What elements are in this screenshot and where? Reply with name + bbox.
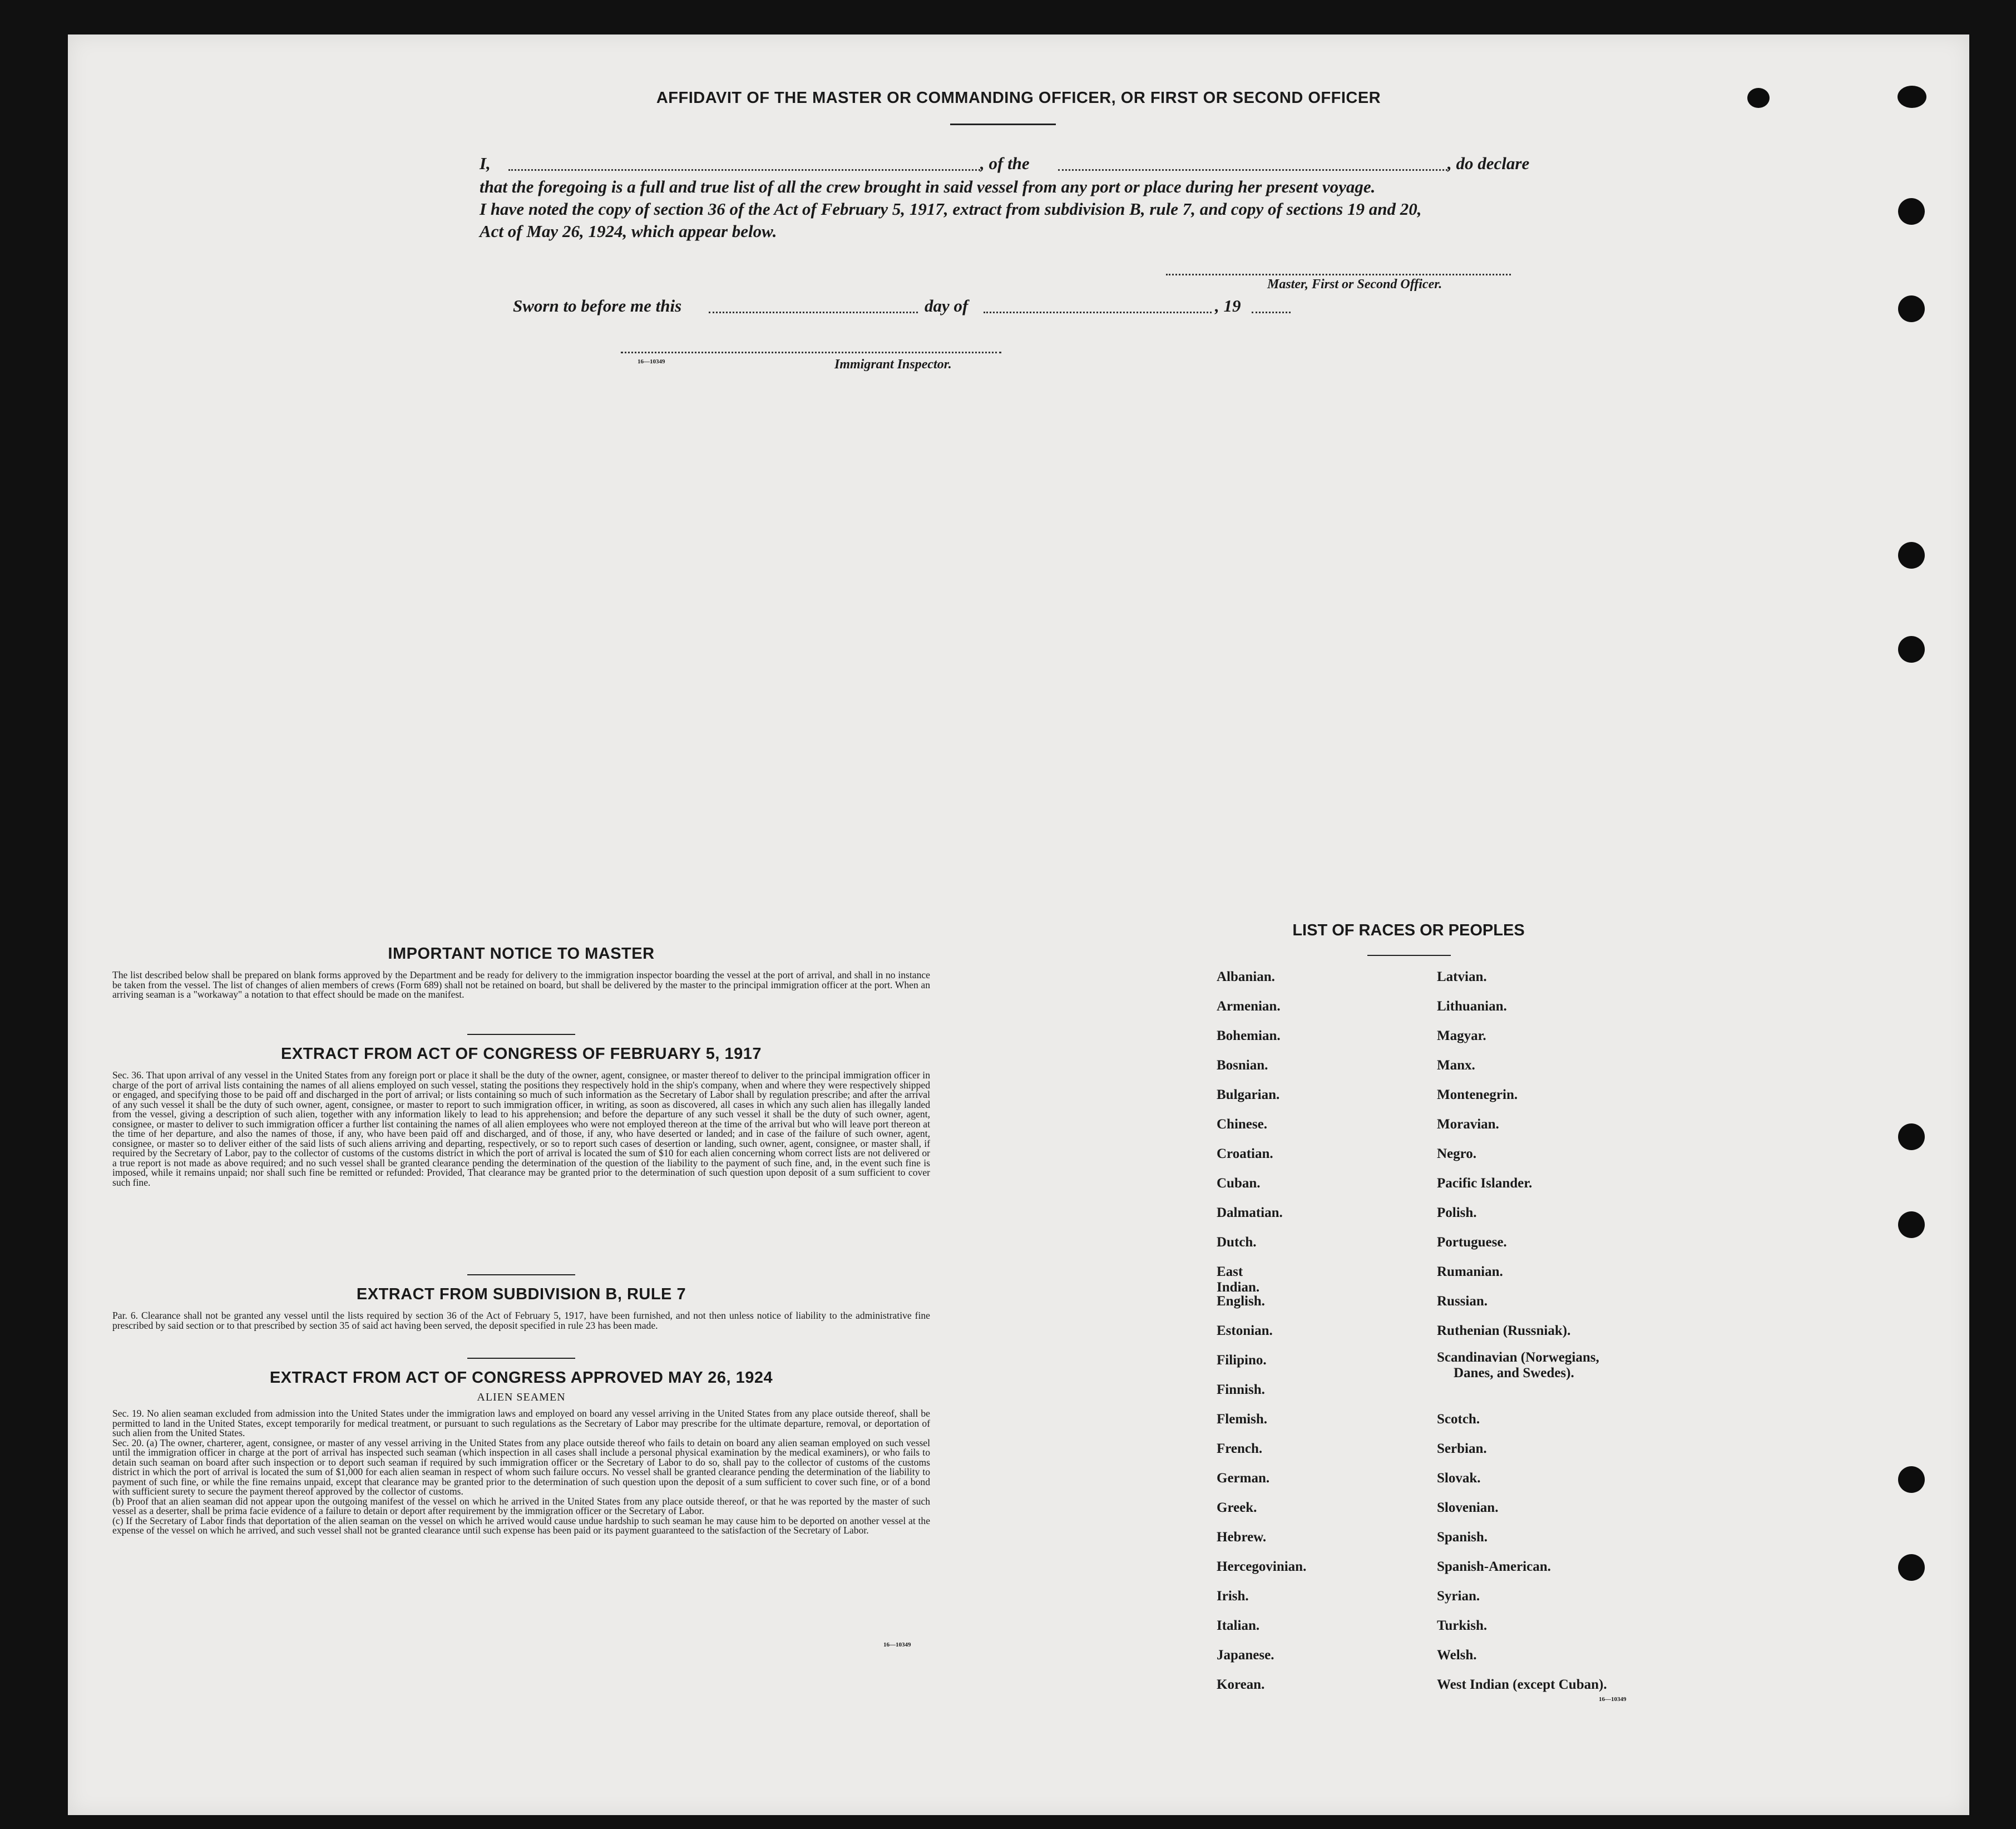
punch-hole	[1898, 1123, 1925, 1150]
extract-1917-text: Sec. 36. That upon arrival of any vessel in the United States from any foreign port or place it shall be the duty of the owner, agent, consignee, or master thereof to deliver to the principal immigration officer in charge of the port of arrival lists containing the names of all aliens employed on such vessel, stating the positions they respectively hold in the ship's company, when and where they were respectively shipped or engaged, and specifying those to be paid off and discharged in the port of arrival; or lists containing so much of such information as the Secretary of Labor shall by regulation prescribe; and after the arrival of any such vessel it shall be the duty of such owner, agent, consignee, or master to report to such immigration officer, in writing, as soon as discovered, all cases in which any such alien has illegally landed from the vessel, giving a description of such alien, together with any information likely to lead to his apprehension; and before the departure of any such vessel it shall be the duty of such owner, agent, consignee, or master to deliver to such immigration officer a further list containing the names of all alien employees who were not employed thereon at the time of the arrival but who will leave port thereon at the time of her departure, and also the names of those, if any, who have been paid off and discharged, and of those, if any, who have deserted or landed; and in case of the failure of such owner, agent, consignee, or master so to deliver either of the said lists of such aliens arriving and departing, respectively, or so to report such cases of desertion or landing, such owner, agent, consignee, or master shall, if required by the Secretary of Labor, pay to the collector of customs of the customs district in which the port of arrival is located the sum of $10 for each alien concerning whom correct lists are not delivered or a true report is not made as above required; and no such vessel shall be granted clearance pending the determination of the question of the liability to the payment of such fine, and, in the event such fine is imposed, while it remains unpaid; nor shall such fine be remitted or refunded: Provided, That clearance may be granted prior to the determination of such question upon deposit of a sum sufficient to cover such fine.	[112, 1069, 930, 1188]
race-item: Croatian.	[1217, 1146, 1273, 1161]
races-heading: LIST OF RACES OR PEOPLES	[1292, 921, 1525, 939]
race-item: Finnish.	[1217, 1382, 1265, 1397]
race-item: Bohemian.	[1217, 1028, 1281, 1043]
race-item: Chinese.	[1217, 1117, 1267, 1132]
form-number-bottom-left: 16—10349	[883, 1641, 911, 1648]
alien-seamen-subheading: ALIEN SEAMEN	[477, 1391, 566, 1403]
divider	[467, 1034, 575, 1035]
affidavit-line1	[480, 154, 1592, 176]
race-item: Armenian.	[1217, 999, 1281, 1014]
day-of-label: day of	[925, 296, 969, 315]
race-item: Scandinavian (Norwegians,	[1437, 1350, 1599, 1365]
title-underline	[950, 124, 1056, 125]
race-item: Japanese.	[1217, 1648, 1274, 1663]
race-item: Albanian.	[1217, 969, 1275, 984]
sworn-month-field[interactable]	[984, 312, 1212, 313]
document-page	[68, 34, 1969, 1815]
race-item: Welsh.	[1437, 1648, 1477, 1663]
race-item: Flemish.	[1217, 1412, 1267, 1427]
punch-hole	[1898, 636, 1925, 663]
race-item: English.	[1217, 1294, 1265, 1309]
sec20a-paragraph: Sec. 20. (a) The owner, charterer, agent, consignee, or master of any vessel arriving in the United States from any place outside thereof who fails to detain on board any alien seaman employed on such vessel until the immigration officer in charge at the port of arrival has inspected such seaman (which inspection in all cases shall include a personal physical examination by the medical examiners), or who fails to detain such seaman on board after such inspection or to deport such seaman if required by such immigration officer or the Secretary of Labor to do so, shall pay to the collector of customs of the customs district in which the port of arrival is located the sum of $1,000 for each alien seaman in respect of whom such failure occurs. No vessel shall be granted clearance pending the determination of the liability to payment of such fine, or while the fine remains unpaid, except that clearance may be granted prior to the determination of such question upon the deposit of a sum sufficient to cover such fine, or of a bond with sufficient surety to secure the payment thereof approved by the collector of customs.	[112, 1437, 930, 1497]
affidavit-line3: I have noted the copy of section 36 of the Act of February 5, 1917, extract from subdivision B, rule 7, and copy of sections 19 and 20,	[480, 199, 1422, 219]
form-number-top: 16—10349	[638, 358, 665, 365]
punch-hole	[1898, 295, 1925, 322]
race-item: Estonian.	[1217, 1323, 1273, 1338]
race-item: Portuguese.	[1437, 1235, 1507, 1250]
race-item: Slovak.	[1437, 1471, 1481, 1486]
declarant-prefix: I,	[480, 154, 491, 173]
race-item: Bulgarian.	[1217, 1087, 1280, 1102]
race-item: Danes, and Swedes).	[1454, 1365, 1574, 1381]
race-item: Syrian.	[1437, 1589, 1480, 1604]
divider	[467, 1274, 575, 1275]
race-item: Serbian.	[1437, 1441, 1487, 1456]
race-item: Hercegovinian.	[1217, 1559, 1307, 1574]
race-item: Spanish.	[1437, 1530, 1488, 1545]
race-item: Latvian.	[1437, 969, 1487, 984]
race-item: Dalmatian.	[1217, 1205, 1283, 1220]
inspector-signature-line[interactable]	[621, 352, 1001, 353]
race-item: East Indian.	[1217, 1264, 1260, 1295]
sworn-day-field[interactable]	[709, 312, 918, 313]
race-item: Turkish.	[1437, 1618, 1488, 1633]
affidavit-line2: that the foregoing is a full and true list of all the crew brought in said vessel from any port or place during her present voyage.	[480, 177, 1376, 196]
extract-1924-heading: EXTRACT FROM ACT OF CONGRESS APPROVED MAY 26, 1924	[269, 1369, 773, 1387]
sec20b-paragraph: (b) Proof that an alien seaman did not appear upon the outgoing manifest of the vessel on which he arrived in the United States from any place outside thereof, or that he was reported by the master of such vessel as a deserter, shall be prima facie evidence of a failure to detain or deport after requirement by the immigration officer or the Secretary of Labor.	[112, 1495, 930, 1516]
race-item: Polish.	[1437, 1205, 1477, 1220]
affidavit-line4: Act of May 26, 1924, which appear below.	[480, 221, 777, 241]
race-item: Italian.	[1217, 1618, 1260, 1633]
declarant-name-field[interactable]	[508, 169, 980, 171]
notice-heading: IMPORTANT NOTICE TO MASTER	[388, 945, 655, 963]
race-item: Pacific Islander.	[1437, 1176, 1533, 1191]
race-item: Russian.	[1437, 1294, 1488, 1309]
punch-hole	[1898, 542, 1925, 569]
race-item: Slovenian.	[1437, 1500, 1499, 1515]
race-item: Manx.	[1437, 1058, 1475, 1073]
race-item: German.	[1217, 1471, 1270, 1486]
vessel-name-field[interactable]	[1058, 169, 1447, 171]
race-item: Greek.	[1217, 1500, 1257, 1515]
divider	[467, 1358, 575, 1359]
race-item: Hebrew.	[1217, 1530, 1267, 1545]
rule7-heading: EXTRACT FROM SUBDIVISION B, RULE 7	[356, 1285, 686, 1303]
punch-hole	[1898, 1211, 1925, 1238]
race-item: Spanish-American.	[1437, 1559, 1551, 1574]
master-signature-label: Master, First or Second Officer.	[1267, 277, 1442, 292]
sworn-year-label: , 19	[1215, 296, 1241, 315]
do-declare-label: , do declare	[1447, 154, 1530, 173]
race-item: Rumanian.	[1437, 1264, 1503, 1279]
race-item: French.	[1217, 1441, 1263, 1456]
extract-1917-heading: EXTRACT FROM ACT OF CONGRESS OF FEBRUARY 5, 1917	[280, 1045, 762, 1063]
sworn-line	[513, 296, 1358, 318]
affidavit-title: AFFIDAVIT OF THE MASTER OR COMMANDING OFFICER, OR FIRST OR SECOND OFFICER	[656, 89, 1381, 107]
sec19-paragraph: Sec. 19. No alien seaman excluded from admission into the United States under the immigration laws and employed on board any vessel arriving in the United States from any place outside thereof, shall be permitted to land in the United States, except temporarily for medical treatment, or pursuant to such regulations as the Secretary of Labor may prescribe for the ultimate departure, removal, or deportation of such alien from the United States.	[112, 1408, 930, 1438]
sec20c-paragraph: (c) If the Secretary of Labor finds that deportation of the alien seaman on the vessel on which he arrived would cause undue hardship to such seaman he may cause him to be deported on another vessel at the expense of the vessel on which he arrived, and such vessel shall not be granted clearance until such expense has been paid or its payment guaranteed to the satisfaction of the Secretary of Labor.	[112, 1515, 930, 1536]
race-item: West Indian (except Cuban).	[1437, 1677, 1607, 1692]
race-item: Irish.	[1217, 1589, 1249, 1604]
race-item: Lithuanian.	[1437, 999, 1507, 1014]
punch-hole	[1898, 1466, 1925, 1493]
inspector-label: Immigrant Inspector.	[834, 357, 952, 372]
punch-hole	[1898, 198, 1925, 225]
form-number-bottom-right: 16—10349	[1599, 1696, 1627, 1703]
sec19-text	[112, 1409, 930, 1536]
sworn-prefix: Sworn to before me this	[513, 296, 682, 315]
race-item: Magyar.	[1437, 1028, 1486, 1043]
punch-hole	[1898, 1554, 1925, 1581]
race-item: Scotch.	[1437, 1412, 1480, 1427]
race-item: Bosnian.	[1217, 1058, 1268, 1073]
race-item: Dutch.	[1217, 1235, 1257, 1250]
race-item: Korean.	[1217, 1677, 1265, 1692]
sworn-year-field[interactable]	[1252, 312, 1291, 313]
race-item: Negro.	[1437, 1146, 1477, 1161]
race-item: Moravian.	[1437, 1117, 1499, 1132]
rule7-text: Par. 6. Clearance shall not be granted any vessel until the lists required by section 36 of the Act of February 5, 1917, have been furnished, and not then unless notice of liability to the administrative fine prescribed by said section or to that prescribed by section 35 of said act having been served, the deposit specified in rule 23 has been made.	[112, 1310, 930, 1331]
race-item: Montenegrin.	[1437, 1087, 1518, 1102]
notice-text: The list described below shall be prepared on blank forms approved by the Department and be ready for delivery to the immigration inspector boarding the vessel at the port of arrival, and shall in no instance be taken from the vessel. The list of changes of alien members of crews (Form 689) shall not be retained on board, but shall be delivered by the master to the principal immigration officer at the port. When an arriving seaman is a "workaway" a notation to that effect should be made on the manifest.	[112, 969, 930, 1000]
master-signature-line[interactable]	[1166, 274, 1511, 275]
race-item: Cuban.	[1217, 1176, 1261, 1191]
races-underline	[1367, 955, 1451, 956]
race-item: Filipino.	[1217, 1353, 1267, 1368]
race-item: Ruthenian (Russniak).	[1437, 1323, 1571, 1338]
of-the-label: , of the	[980, 154, 1030, 173]
